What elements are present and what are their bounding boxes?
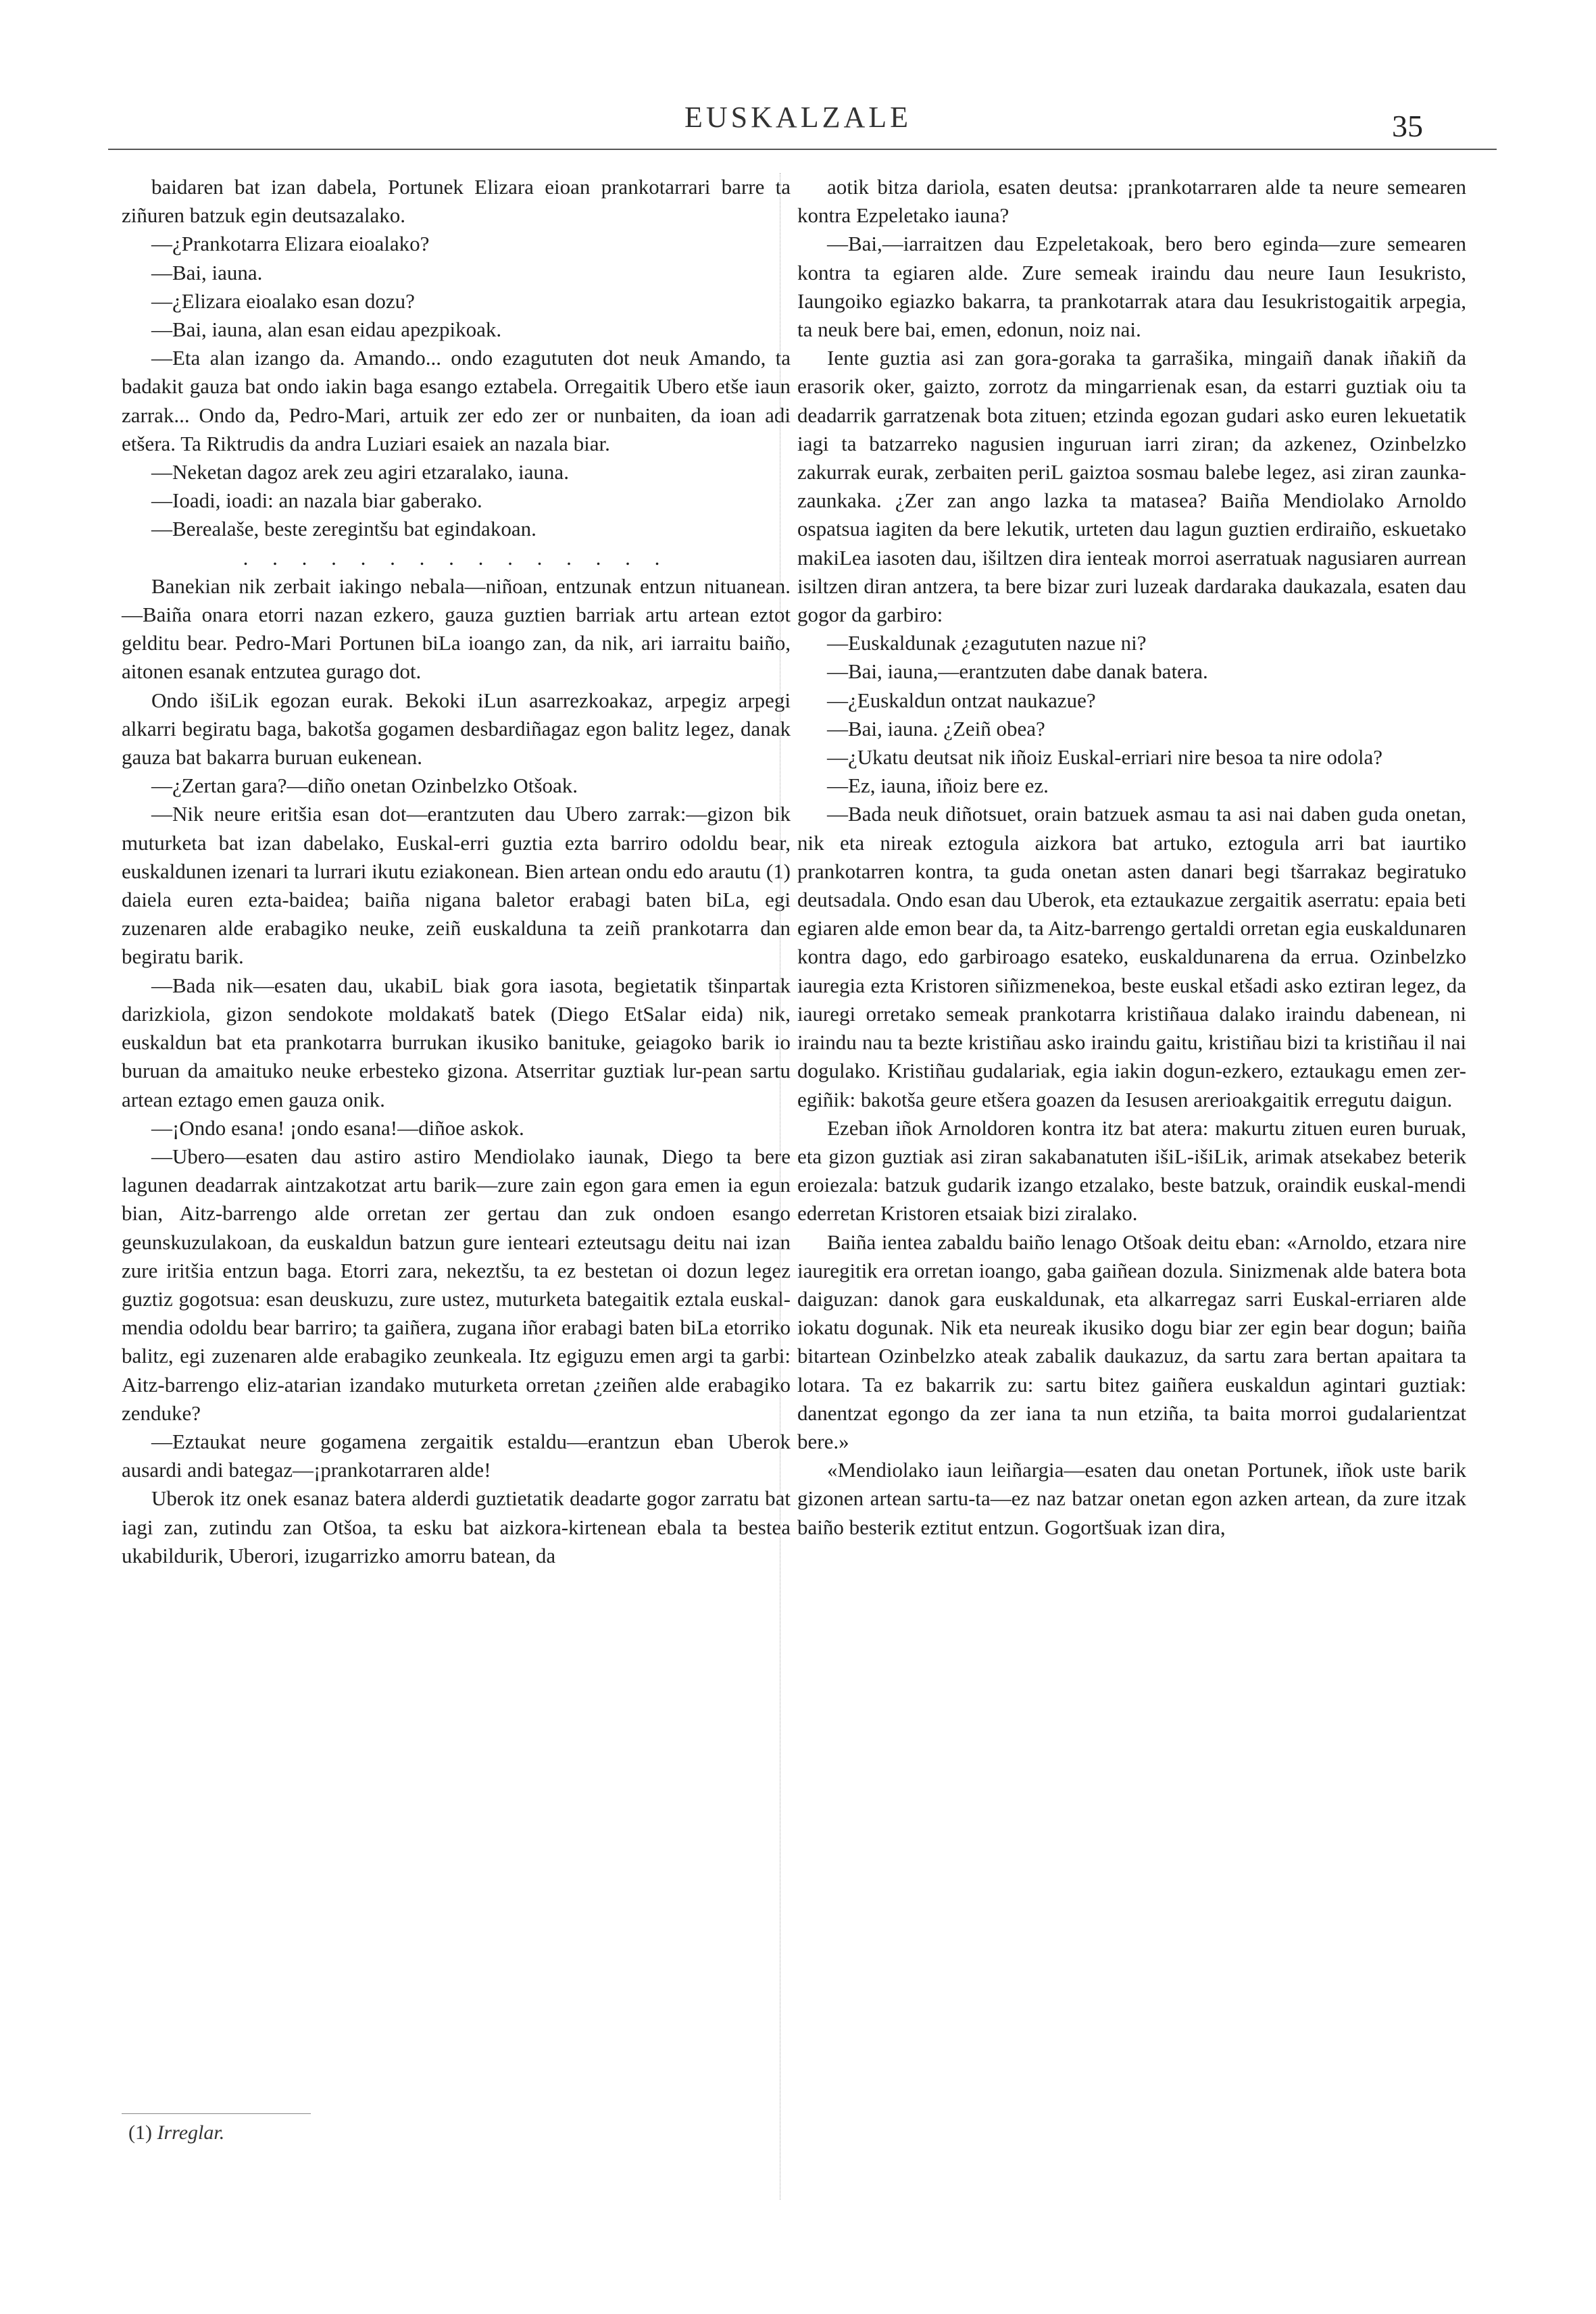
footnote-rule [122,2113,311,2114]
paragraph: baidaren bat izan dabela, Portunek Elizara eioan prankotarrari barre ta ziñuren batzuk egin deutsazalako. [122,175,791,228]
paragraph: —¡Ondo esana! ¡ondo esana!—diñoe askok. [151,1115,524,1140]
paragraph: —Ez, iauna, iñoiz bere ez. [827,774,1049,798]
paragraph: —¿Zertan gara?—diño onetan Ozinbelzko Otšoak. [151,774,578,798]
paragraph: —Ioadi, ioadi: an nazala biar gaberako. [151,488,482,513]
paragraph: —Bada neuk diñotsuet, orain batzuek asmau ta asi nai daben guda onetan, nik eta nireak eztogula aizkora bat artuko, eztogula arri bat iaurtiko prankotarren kontra, ta guda onetan asten danari begi tšarrakaz begiratuko deutsadala. Ondo esan dau Uberok, eta eztaukazue zergaitik aserratu: epaia beti egiaren alde emon bear da, ta Aitz-barrengo gertaldi orretan egia euskaldunaren kontra dago, edo garbiroago esateko, euskaldunarena da errua. Ozinbelzko iauregia ezta Kristoren siñizmenekoa, beste euskal etšadi asko eztiran legez, da iauregi orretako semeak prankotarra kristiñaua dalako iraindu dabenean, ni iraindu nau ta bezte kristiñau asko iraindu gaitu, kristiñau bizi ta kristiñau il nai dogulako. Kristiñau gudalariak, egia iakin dogun-ezkero, eztaukagu emen zer-egiñik: bakotša geure etšera goazen da Iesusen arerioakgaitik erregutu daigun. [797,802,1466,1111]
paragraph: Baiña ientea zabaldu baiño lenago Otšoak deitu eban: «Arnoldo, etzara nire iauregitik era orretan ioango, gaba gaiñean dozula. Sinizmenak alde batera bota daiguzan: danok gara euskaldunak, eta alkarregaz sarri Euskal-erriaren alde iokatu dogunak. Nik eta neureak ikusiko dogu biar zer egin bear dogun; baiña bitartean Ozinbelzko ateak zabalik daukazuz, da sartu zara bertan apaitara ta lotara. Ta ez bakarrik zu: sartu bitez gaiñera euskaldun agintari guztiak: danentzat egongo da zer iana ta nun etziña, ta baita morroi gudalarientzat bere.» [797,1230,1466,1453]
paragraph: —Ubero—esaten dau astiro astiro Mendiolako iaunak, Diego ta bere lagunen deadarrak aintzakotzat artu barik—zure zain egon gara emen ia egun bian, Aitz-barrengo alde orretan zer gertau dan zuk ondoen esango geunskuzulakoan, da euskaldun batzun gure ienteari ezteutsagu deitu nai izan zure iritšia entzun baga. Etorri zara, nekeztšu, ta ez bestetan oi dozun legez guztiz gogotsua: esan deuskuzu, zure ustez, muturketa bategaitik eztala euskal-mendia odoldu bear barriro; ta gaiñera, zugana iñor erabagi baten biLa etorriko balitz, egi zuzenaren alde erabagiko zeunkeala. Itz egiguzu emen argi ta garbi: Aitz-barrengo eliz-atarian izandako muturketa orretan ¿zeiñen alde erabagiko zenduke? [122,1144,791,1425]
paragraph: —Bai,—iarraitzen dau Ezpeletakoak, bero bero eginda—zure semearen kontra ta egiaren alde. Zure semeak iraindu dau neure Iaun Iesukristo, Iaungoiko egiazko bakarra, ta prankotarrak atara dau Iesukristogaitik arpegia, ta neuk bere bai, emen, edonun, noiz nai. [797,232,1466,342]
paragraph: —Eztaukat neure gogamena zergaitik estaldu—erantzun eban Uberok ausardi andi bategaz—¡prankotarraren alde! [122,1429,791,1482]
paragraph: «Mendiolako iaun leiñargia—esaten dau onetan Portunek, iñok uste barik gizonen artean sartu-ta—ez naz batzar onetan egon azken artean, da zure itzak baiño besterik eztitut entzun. Gogortšuak izan dira, [797,1458,1466,1539]
left-column [122,173,791,1570]
paragraph: Banekian nik zerbait iakingo nebala—niñoan, entzunak entzun nituanean.—Baiña onara etorri nazan ezkero, gauza guztien barriak artu artean eztot gelditu bear. Pedro-Mari Portunen biLa ioango zan, da nik, ari iarraitu baiño, aitonen esanak entzutea gurago dot. [122,574,791,684]
footnote [128,2121,224,2144]
footnote-marker: (1) [128,2121,152,2144]
paragraph: —¿Ukatu deutsat nik iñoiz Euskal-erriari nire besoa ta nire odola? [827,745,1383,770]
paragraph: —Bai, iauna, alan esan eidau apezpikoak. [151,318,502,342]
paragraph: —Bai, iauna,—erantzuten dabe danak batera. [827,659,1208,684]
paragraph: —¿Elizara eioalako esan dozu? [151,288,415,313]
paragraph: —¿Prankotarra Elizara eioalako? [151,232,430,256]
paragraph: aotik bitza dariola, esaten deutsa: ¡prankotarraren alde ta neure semearen kontra Ezpeletako iauna? [797,175,1466,228]
paragraph: —Eta alan izango da. Amando... ondo ezagututen dot neuk Amando, ta badakit gauza bat ondo iakin baga esango eztabela. Orregaitik Ubero etše iaun zarrak... Ondo da, Pedro-Mari, artuik zer edo zer or nunbaiten, da ioan adi etšera. Ta Riktrudis da andra Luziari esaiek an nazala biar. [122,346,791,455]
paragraph: —Bada nik—esaten dau, ukabiL biak gora iasota, begietatik tšinpartak darizkiola, gizon sendokote moldakatš batek (Diego EtSalar eida) nik, euskaldun bat eta prankotarra burrukan ikusiko banituke, geiagoko barik io buruan da amaituko neuke erbesteko gizona. Atserritar guztiak lur-pean sartu artean eztago emen gauza onik. [122,973,791,1111]
paragraph: —Berealaše, beste zeregintšu bat egindakoan. [151,517,537,541]
running-header-title: EUSKALZALE [684,101,912,134]
paragraph: Ondo išiLik egozan eurak. Bekoki iLun asarrezkoakaz, arpegiz arpegi alkarri begiratu baga, bakotša gogamen desbardiñagaz egon balitz legez, danak gauza bat bakarra buruan eukenean. [122,688,791,770]
header-rule [108,149,1497,150]
paragraph: Uberok itz onek esanaz batera alderdi guztietatik deadarte gogor zarratu bat iagi zan, zutindu zan Otšoa, ta esku bat aizkora-kirtenean ebala ta bestea ukabildurik, Uberori, izugarrizko amorru batean, da [122,1486,791,1567]
paragraph: —Bai, iauna. ¿Zeiñ obea? [827,716,1045,740]
paragraph: Iente guztia asi zan gora-goraka ta garrašika, mingaiñ danak iñakiñ da erasorik oker, gaizto, zorrotz da mingarrienak esan, da estarri guztiak oiu ta deadarrik garratzenak bota zituen; etzinda egozan gudari asko euren lekuetatik iagi ta batzarreko nagusien inguruan iarri ziran; da azkenez, Ozinbelzko zakurrak eurak, zerbaiten periL gaiztoa sosmau balebe legez, asi ziran zaunka-zaunkaka. ¿Zer zan ango lazka ta matasea? Baiña Mendiolako Arnoldo ospatsua iagiten da bere lekutik, urteten dau lagun guztien erdiraiño, eskuetako makiLea iasoten dau, išiltzen dira ienteak morroi aserratuak nagusiaren aurrean isiltzen diran antzera, ta bere bizar zuri luzeak dardaraka daukazala, esaten dau gogor da garbiro: [797,346,1466,627]
page-number: 35 [1392,109,1423,143]
paragraph: —¿Euskaldun ontzat naukazue? [827,688,1096,712]
paragraph: —Nik neure eritšia esan dot—erantzuten dau Ubero zarrak:—gizon bik muturketa bat izan dabelako, Euskal-erri guztia ezta barriro odoldu bear, euskaldunen izenari ta lurrari ikutu eziakonean. Bien artean ondu edo arautu (1) daiela euren ezta-baidea; baiña nigana baletor erabagi baten biLa, egi zuzenaren alde erabagiko neuke, zeiñ euskalduna ta zeiñ prankotarra dan begiratu barik. [122,802,791,969]
paragraph: Ezeban iñok Arnoldoren kontra itz bat atera: makurtu zituen euren buruak, eta gizon guztiak asi ziran sakabanatuten išiL-išiLik, arimak atsekabez beterik eroiezala: batzuk gudarik izango etzalako, beste batzuk, oraindik euskal-mendi ederretan Kristoren etsaiak bizi ziralako. [797,1115,1466,1226]
right-column [797,173,1466,1542]
paragraph: —Neketan dagoz arek zeu agiri etzaralako, iauna. [151,460,569,484]
footnote-text: Irreglar. [157,2121,225,2144]
paragraph: . . . . . . . . . . . . . . . [243,545,670,570]
paragraph: —Euskaldunak ¿ezagututen nazue ni? [827,631,1147,655]
paragraph: —Bai, iauna. [151,260,263,284]
